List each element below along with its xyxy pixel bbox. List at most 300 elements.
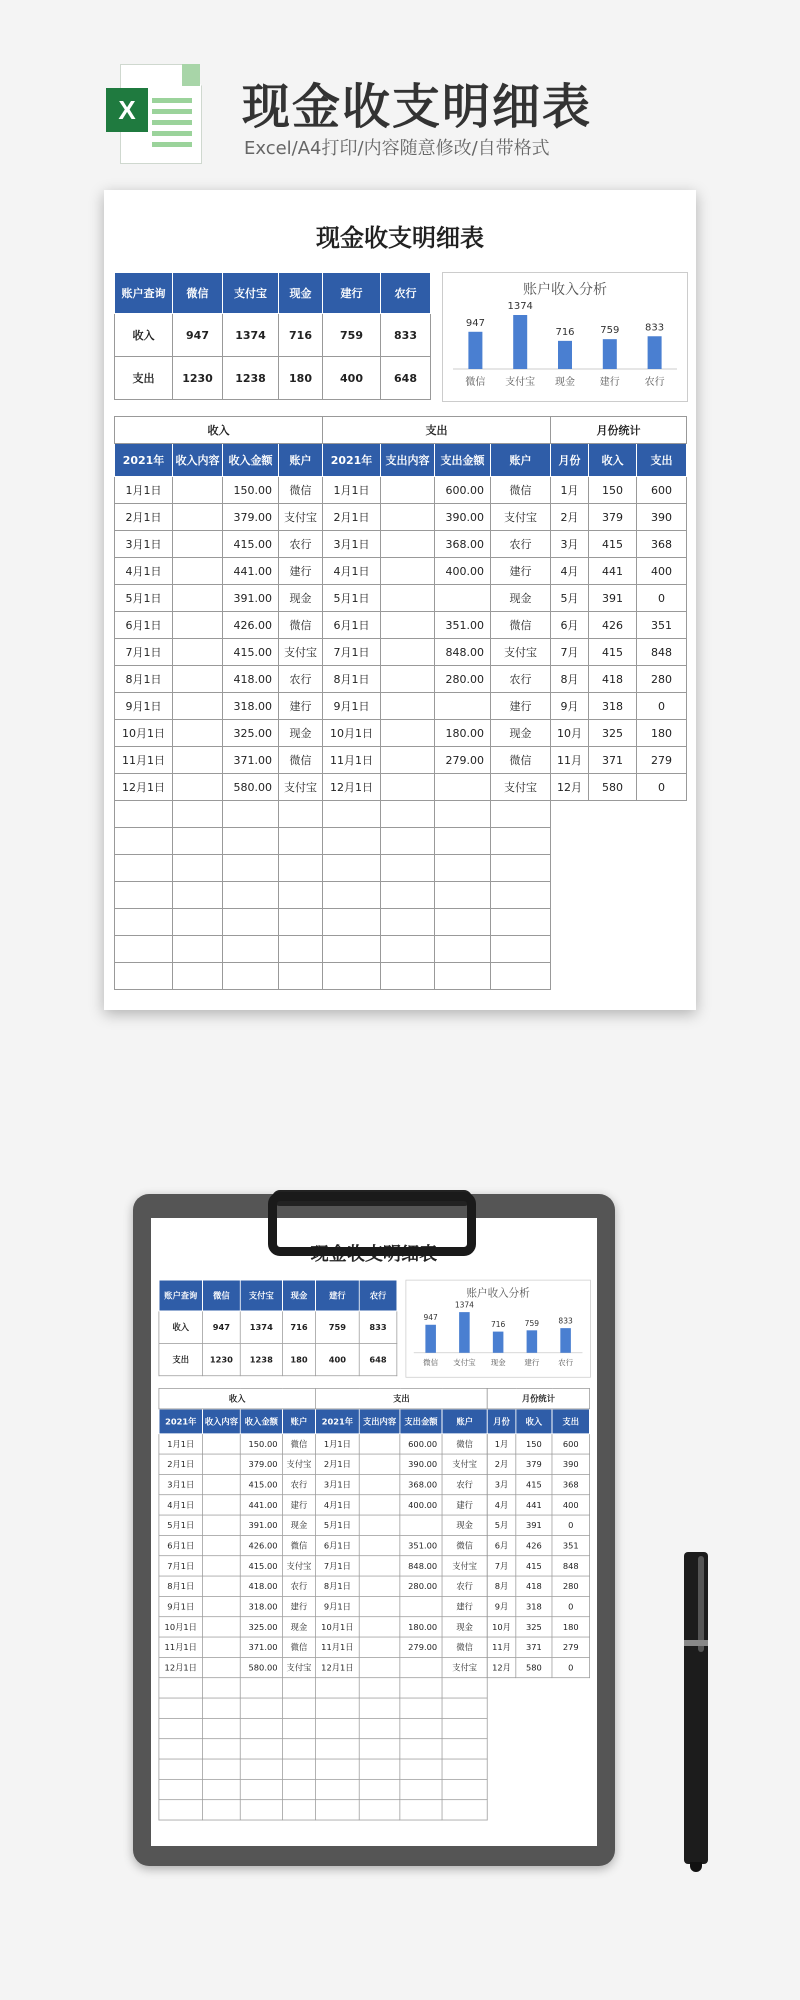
monthly-cell: 848	[552, 1556, 590, 1576]
chart-category-label: 支付宝	[453, 1357, 476, 1367]
monthly-header-cell: 月份	[487, 1409, 516, 1434]
monthly-row	[551, 666, 687, 693]
flow-cell	[203, 1657, 241, 1677]
monthly-cell: 415	[516, 1474, 552, 1494]
flow-cell	[359, 1535, 400, 1555]
monthly-cell: 0	[552, 1515, 590, 1535]
flow-cell	[359, 1637, 400, 1657]
flow-cell: 8月1日	[323, 666, 381, 693]
flow-empty-cell	[381, 882, 435, 909]
monthly-cell: 0	[637, 693, 687, 720]
monthly-cell: 379	[516, 1454, 552, 1474]
flow-cell: 12月1日	[316, 1657, 360, 1677]
flow-cell: 9月1日	[159, 1596, 203, 1616]
flow-empty-cell	[279, 909, 323, 936]
chart-bar	[527, 1330, 538, 1352]
flow-cell: 农行	[279, 666, 323, 693]
flow-cell: 371.00	[223, 747, 279, 774]
pen-icon	[684, 1552, 708, 1864]
flow-cell: 微信	[279, 477, 323, 504]
monthly-cell: 0	[552, 1596, 590, 1616]
flow-cell: 418.00	[223, 666, 279, 693]
chart-data-label: 1374	[507, 301, 533, 312]
monthly-row	[487, 1495, 589, 1515]
flow-cell: 391.00	[240, 1515, 282, 1535]
cash-flow-table	[159, 1388, 488, 1820]
flow-cell: 7月1日	[115, 639, 173, 666]
monthly-cell: 9月	[551, 693, 589, 720]
flow-cell: 10月1日	[115, 720, 173, 747]
monthly-cell: 371	[589, 747, 637, 774]
flow-cell: 418.00	[240, 1576, 282, 1596]
flow-cell: 10月1日	[316, 1617, 360, 1637]
flow-empty-cell	[381, 828, 435, 855]
flow-cell	[359, 1515, 400, 1535]
monthly-row	[551, 585, 687, 612]
monthly-header-cell: 支出	[637, 444, 687, 477]
account-header-cell: 支付宝	[240, 1280, 282, 1311]
monthly-cell: 7月	[551, 639, 589, 666]
account-header-cell: 建行	[323, 273, 381, 314]
account-value-cell: 400	[323, 357, 381, 400]
flow-empty-cell	[173, 855, 223, 882]
flow-empty-cell	[279, 828, 323, 855]
flow-empty-cell	[316, 1718, 360, 1738]
flow-empty-cell	[359, 1678, 400, 1698]
flow-empty-cell	[400, 1698, 442, 1718]
chart-category-label: 农行	[644, 377, 665, 388]
flow-cell: 379.00	[223, 504, 279, 531]
account-value-cell: 833	[359, 1311, 397, 1343]
flow-empty-cell	[173, 909, 223, 936]
account-value-cell: 1230	[173, 357, 223, 400]
flow-empty-cell	[159, 1698, 203, 1718]
flow-cell: 9月1日	[115, 693, 173, 720]
monthly-header-cell: 收入	[516, 1409, 552, 1434]
chart-data-label: 716	[490, 1320, 506, 1330]
flow-cell: 6月1日	[323, 612, 381, 639]
flow-cell: 微信	[442, 1434, 487, 1454]
flow-empty-cell	[323, 882, 381, 909]
chart-bar	[603, 339, 617, 369]
flow-empty-cell	[279, 855, 323, 882]
account-header-cell: 支付宝	[223, 273, 279, 314]
monthly-cell: 400	[637, 558, 687, 585]
account-row-label: 支出	[115, 357, 173, 400]
monthly-cell: 4月	[551, 558, 589, 585]
flow-cell: 支付宝	[442, 1556, 487, 1576]
flow-empty-cell	[159, 1800, 203, 1820]
flow-empty-cell	[435, 882, 491, 909]
flow-empty-cell	[282, 1678, 315, 1698]
flow-empty-cell	[203, 1739, 241, 1759]
flow-row	[159, 1535, 487, 1555]
flow-cell: 11月1日	[316, 1637, 360, 1657]
flow-cell	[203, 1515, 241, 1535]
flow-cell: 建行	[491, 693, 551, 720]
flow-empty-cell	[435, 855, 491, 882]
monthly-cell: 10月	[487, 1617, 516, 1637]
page-header	[0, 0, 800, 170]
flow-cell: 现金	[442, 1515, 487, 1535]
flow-cell: 351.00	[400, 1535, 442, 1555]
chart-data-label: 947	[423, 1313, 438, 1323]
flow-cell: 微信	[491, 612, 551, 639]
flow-empty-cell	[381, 855, 435, 882]
monthly-cell: 3月	[487, 1474, 516, 1494]
flow-cell: 支付宝	[279, 504, 323, 531]
flow-cell: 400.00	[435, 558, 491, 585]
account-header-cell: 农行	[381, 273, 431, 314]
account-value-cell: 716	[279, 314, 323, 357]
monthly-cell: 848	[637, 639, 687, 666]
flow-cell: 9月1日	[323, 693, 381, 720]
flow-cell: 支付宝	[491, 504, 551, 531]
flow-header-cell: 2021年	[115, 444, 173, 477]
pen-ring	[684, 1640, 708, 1646]
flow-empty-cell	[223, 882, 279, 909]
flow-cell: 280.00	[400, 1576, 442, 1596]
chart-data-label: 716	[555, 326, 575, 338]
monthly-cell: 415	[516, 1556, 552, 1576]
flow-cell: 600.00	[435, 477, 491, 504]
monthly-cell: 580	[589, 774, 637, 801]
flow-empty-cell	[359, 1718, 400, 1738]
income-group-header: 收入	[159, 1389, 316, 1409]
flow-header-cell: 支出内容	[359, 1409, 400, 1434]
flow-row	[159, 1515, 487, 1535]
flow-empty-cell	[491, 882, 551, 909]
monthly-cell: 390	[637, 504, 687, 531]
flow-row	[115, 639, 551, 666]
monthly-cell: 1月	[487, 1434, 516, 1454]
flow-cell	[381, 666, 435, 693]
flow-empty-cell	[323, 828, 381, 855]
flow-cell	[359, 1617, 400, 1637]
flow-empty-row	[115, 882, 551, 909]
flow-cell: 10月1日	[159, 1617, 203, 1637]
flow-header-cell: 账户	[279, 444, 323, 477]
flow-empty-row	[115, 936, 551, 963]
flow-cell: 325.00	[240, 1617, 282, 1637]
flow-empty-cell	[240, 1779, 282, 1799]
flow-empty-cell	[115, 909, 173, 936]
flow-empty-cell	[115, 855, 173, 882]
flow-cell: 12月1日	[323, 774, 381, 801]
flow-cell	[359, 1454, 400, 1474]
monthly-row	[551, 504, 687, 531]
monthly-row	[551, 477, 687, 504]
flow-cell	[173, 774, 223, 801]
flow-empty-cell	[282, 1779, 315, 1799]
monthly-cell: 280	[552, 1576, 590, 1596]
flow-empty-cell	[115, 828, 173, 855]
flow-cell: 2月1日	[323, 504, 381, 531]
flow-cell: 现金	[279, 585, 323, 612]
flow-empty-cell	[400, 1779, 442, 1799]
flow-empty-row	[159, 1800, 487, 1820]
monthly-row	[487, 1617, 589, 1637]
flow-cell: 848.00	[435, 639, 491, 666]
chart-bar	[558, 341, 572, 369]
flow-cell: 280.00	[435, 666, 491, 693]
flow-empty-cell	[282, 1698, 315, 1718]
flow-empty-cell	[282, 1759, 315, 1779]
flow-cell: 5月1日	[323, 585, 381, 612]
monthly-cell: 415	[589, 531, 637, 558]
page-title: 现金收支明细表	[242, 79, 593, 135]
flow-cell: 4月1日	[115, 558, 173, 585]
flow-cell: 11月1日	[323, 747, 381, 774]
flow-cell	[400, 1657, 442, 1677]
monthly-cell: 3月	[551, 531, 589, 558]
flow-empty-cell	[491, 909, 551, 936]
flow-cell: 2月1日	[316, 1454, 360, 1474]
sheet-preview	[104, 190, 696, 1010]
flow-cell: 12月1日	[159, 1657, 203, 1677]
flow-empty-cell	[240, 1698, 282, 1718]
account-value-cell: 180	[282, 1343, 315, 1375]
flow-cell	[381, 612, 435, 639]
flow-cell	[203, 1434, 241, 1454]
excel-icon	[106, 64, 202, 164]
flow-cell: 农行	[282, 1474, 315, 1494]
flow-cell	[173, 693, 223, 720]
clipboard-clamp-ring	[268, 1192, 476, 1256]
flow-cell: 12月1日	[115, 774, 173, 801]
monthly-row	[487, 1576, 589, 1596]
chart-category-label: 微信	[423, 1357, 439, 1367]
account-value-cell: 648	[359, 1343, 397, 1375]
flow-empty-cell	[173, 882, 223, 909]
monthly-group-header: 月份统计	[487, 1389, 589, 1409]
flow-empty-cell	[159, 1718, 203, 1738]
income-chart	[442, 272, 688, 402]
monthly-cell: 8月	[551, 666, 589, 693]
flow-empty-cell	[223, 855, 279, 882]
flow-cell: 279.00	[400, 1637, 442, 1657]
flow-cell	[173, 504, 223, 531]
flow-cell: 4月1日	[316, 1495, 360, 1515]
clipboard-sheet-preview	[151, 1218, 597, 1846]
flow-header-cell: 账户	[282, 1409, 315, 1434]
pen-tip	[690, 1862, 702, 1872]
monthly-cell: 418	[516, 1576, 552, 1596]
page-subtitle: Excel/A4打印/内容随意修改/自带格式	[244, 138, 550, 159]
monthly-row	[551, 612, 687, 639]
flow-cell	[400, 1515, 442, 1535]
flow-cell	[203, 1556, 241, 1576]
account-value-cell: 947	[203, 1311, 241, 1343]
monthly-cell: 580	[516, 1657, 552, 1677]
flow-empty-cell	[491, 828, 551, 855]
flow-cell: 微信	[282, 1434, 315, 1454]
sheet-title: 现金收支明细表	[310, 1243, 438, 1265]
flow-empty-cell	[323, 936, 381, 963]
flow-cell: 支付宝	[282, 1556, 315, 1576]
chart-title: 账户收入分析	[466, 1287, 530, 1300]
flow-empty-cell	[442, 1678, 487, 1698]
flow-header-cell: 2021年	[316, 1409, 360, 1434]
account-value-cell: 759	[323, 314, 381, 357]
flow-cell	[173, 612, 223, 639]
flow-empty-cell	[359, 1800, 400, 1820]
account-value-cell: 1374	[240, 1311, 282, 1343]
monthly-cell: 279	[637, 747, 687, 774]
flow-cell	[381, 531, 435, 558]
monthly-row	[487, 1535, 589, 1555]
monthly-row	[487, 1637, 589, 1657]
flow-cell	[359, 1434, 400, 1454]
monthly-stats-table	[487, 1388, 590, 1678]
chart-category-label: 农行	[558, 1357, 574, 1367]
flow-cell: 支付宝	[442, 1657, 487, 1677]
flow-header-cell: 收入内容	[203, 1409, 241, 1434]
flow-cell: 现金	[279, 720, 323, 747]
flow-empty-row	[159, 1759, 487, 1779]
flow-header-cell: 2021年	[159, 1409, 203, 1434]
flow-cell: 建行	[442, 1495, 487, 1515]
monthly-row	[487, 1474, 589, 1494]
flow-empty-cell	[442, 1739, 487, 1759]
monthly-stats-table	[550, 416, 687, 801]
flow-cell: 农行	[279, 531, 323, 558]
flow-cell: 848.00	[400, 1556, 442, 1576]
flow-cell	[381, 747, 435, 774]
monthly-row	[487, 1657, 589, 1677]
flow-cell: 微信	[279, 612, 323, 639]
monthly-cell: 600	[552, 1434, 590, 1454]
monthly-cell: 4月	[487, 1495, 516, 1515]
sheet-thumbnail	[151, 1218, 597, 1835]
flow-empty-cell	[240, 1739, 282, 1759]
flow-header-cell: 账户	[442, 1409, 487, 1434]
flow-cell: 现金	[491, 585, 551, 612]
account-row-label: 收入	[115, 314, 173, 357]
flow-cell: 建行	[491, 558, 551, 585]
flow-cell: 441.00	[240, 1495, 282, 1515]
monthly-group-header: 月份统计	[551, 417, 687, 444]
flow-cell	[435, 585, 491, 612]
flow-empty-cell	[316, 1698, 360, 1718]
flow-cell: 180.00	[435, 720, 491, 747]
flow-cell: 6月1日	[159, 1535, 203, 1555]
flow-empty-cell	[400, 1678, 442, 1698]
flow-cell: 351.00	[435, 612, 491, 639]
flow-cell: 农行	[442, 1474, 487, 1494]
monthly-cell: 0	[552, 1657, 590, 1677]
monthly-cell: 351	[552, 1535, 590, 1555]
chart-data-label: 833	[645, 322, 665, 334]
flow-empty-cell	[282, 1800, 315, 1820]
flow-cell: 10月1日	[323, 720, 381, 747]
monthly-cell: 0	[637, 774, 687, 801]
account-summary-table	[114, 272, 431, 400]
flow-empty-cell	[203, 1800, 241, 1820]
flow-row	[159, 1576, 487, 1596]
flow-empty-cell	[491, 963, 551, 990]
flow-row	[115, 693, 551, 720]
account-value-cell: 716	[282, 1311, 315, 1343]
flow-cell	[173, 666, 223, 693]
flow-cell: 3月1日	[159, 1474, 203, 1494]
account-header-cell: 微信	[203, 1280, 241, 1311]
flow-row	[159, 1617, 487, 1637]
flow-empty-cell	[323, 801, 381, 828]
monthly-cell: 8月	[487, 1576, 516, 1596]
monthly-cell: 415	[589, 639, 637, 666]
flow-cell	[381, 558, 435, 585]
flow-row	[115, 774, 551, 801]
flow-empty-row	[115, 963, 551, 990]
flow-cell: 支付宝	[279, 774, 323, 801]
flow-empty-cell	[173, 936, 223, 963]
flow-cell: 11月1日	[159, 1637, 203, 1657]
flow-empty-cell	[203, 1759, 241, 1779]
flow-cell: 1月1日	[115, 477, 173, 504]
flow-cell	[381, 585, 435, 612]
flow-cell	[359, 1495, 400, 1515]
flow-cell: 3月1日	[323, 531, 381, 558]
monthly-cell: 379	[589, 504, 637, 531]
flow-cell: 426.00	[240, 1535, 282, 1555]
flow-empty-cell	[323, 909, 381, 936]
flow-empty-cell	[435, 801, 491, 828]
account-value-cell: 1238	[240, 1343, 282, 1375]
flow-empty-cell	[435, 909, 491, 936]
flow-empty-cell	[316, 1800, 360, 1820]
monthly-cell: 150	[589, 477, 637, 504]
monthly-cell: 371	[516, 1637, 552, 1657]
flow-empty-row	[115, 909, 551, 936]
flow-cell: 农行	[442, 1576, 487, 1596]
flow-empty-cell	[442, 1779, 487, 1799]
flow-row	[159, 1434, 487, 1454]
flow-cell: 150.00	[223, 477, 279, 504]
account-value-cell: 648	[381, 357, 431, 400]
flow-row	[115, 612, 551, 639]
monthly-cell: 441	[589, 558, 637, 585]
flow-cell	[359, 1556, 400, 1576]
monthly-cell: 391	[589, 585, 637, 612]
flow-cell	[435, 693, 491, 720]
monthly-cell: 400	[552, 1495, 590, 1515]
chart-data-label: 759	[524, 1318, 540, 1328]
chart-category-label: 微信	[465, 377, 486, 388]
flow-empty-cell	[159, 1759, 203, 1779]
monthly-cell: 441	[516, 1495, 552, 1515]
flow-cell: 1月1日	[159, 1434, 203, 1454]
flow-empty-cell	[159, 1678, 203, 1698]
account-row	[115, 314, 431, 357]
flow-empty-cell	[279, 882, 323, 909]
flow-empty-cell	[173, 963, 223, 990]
flow-cell: 3月1日	[115, 531, 173, 558]
flow-header-cell: 收入金额	[223, 444, 279, 477]
flow-empty-cell	[159, 1739, 203, 1759]
monthly-row	[551, 747, 687, 774]
flow-cell: 8月1日	[159, 1576, 203, 1596]
account-header-cell: 微信	[173, 273, 223, 314]
flow-row	[159, 1657, 487, 1677]
flow-cell: 建行	[279, 558, 323, 585]
account-value-cell: 1374	[223, 314, 279, 357]
flow-cell: 8月1日	[115, 666, 173, 693]
flow-cell	[173, 477, 223, 504]
chart-category-label: 建行	[524, 1357, 540, 1367]
flow-cell	[203, 1535, 241, 1555]
flow-empty-cell	[442, 1718, 487, 1738]
